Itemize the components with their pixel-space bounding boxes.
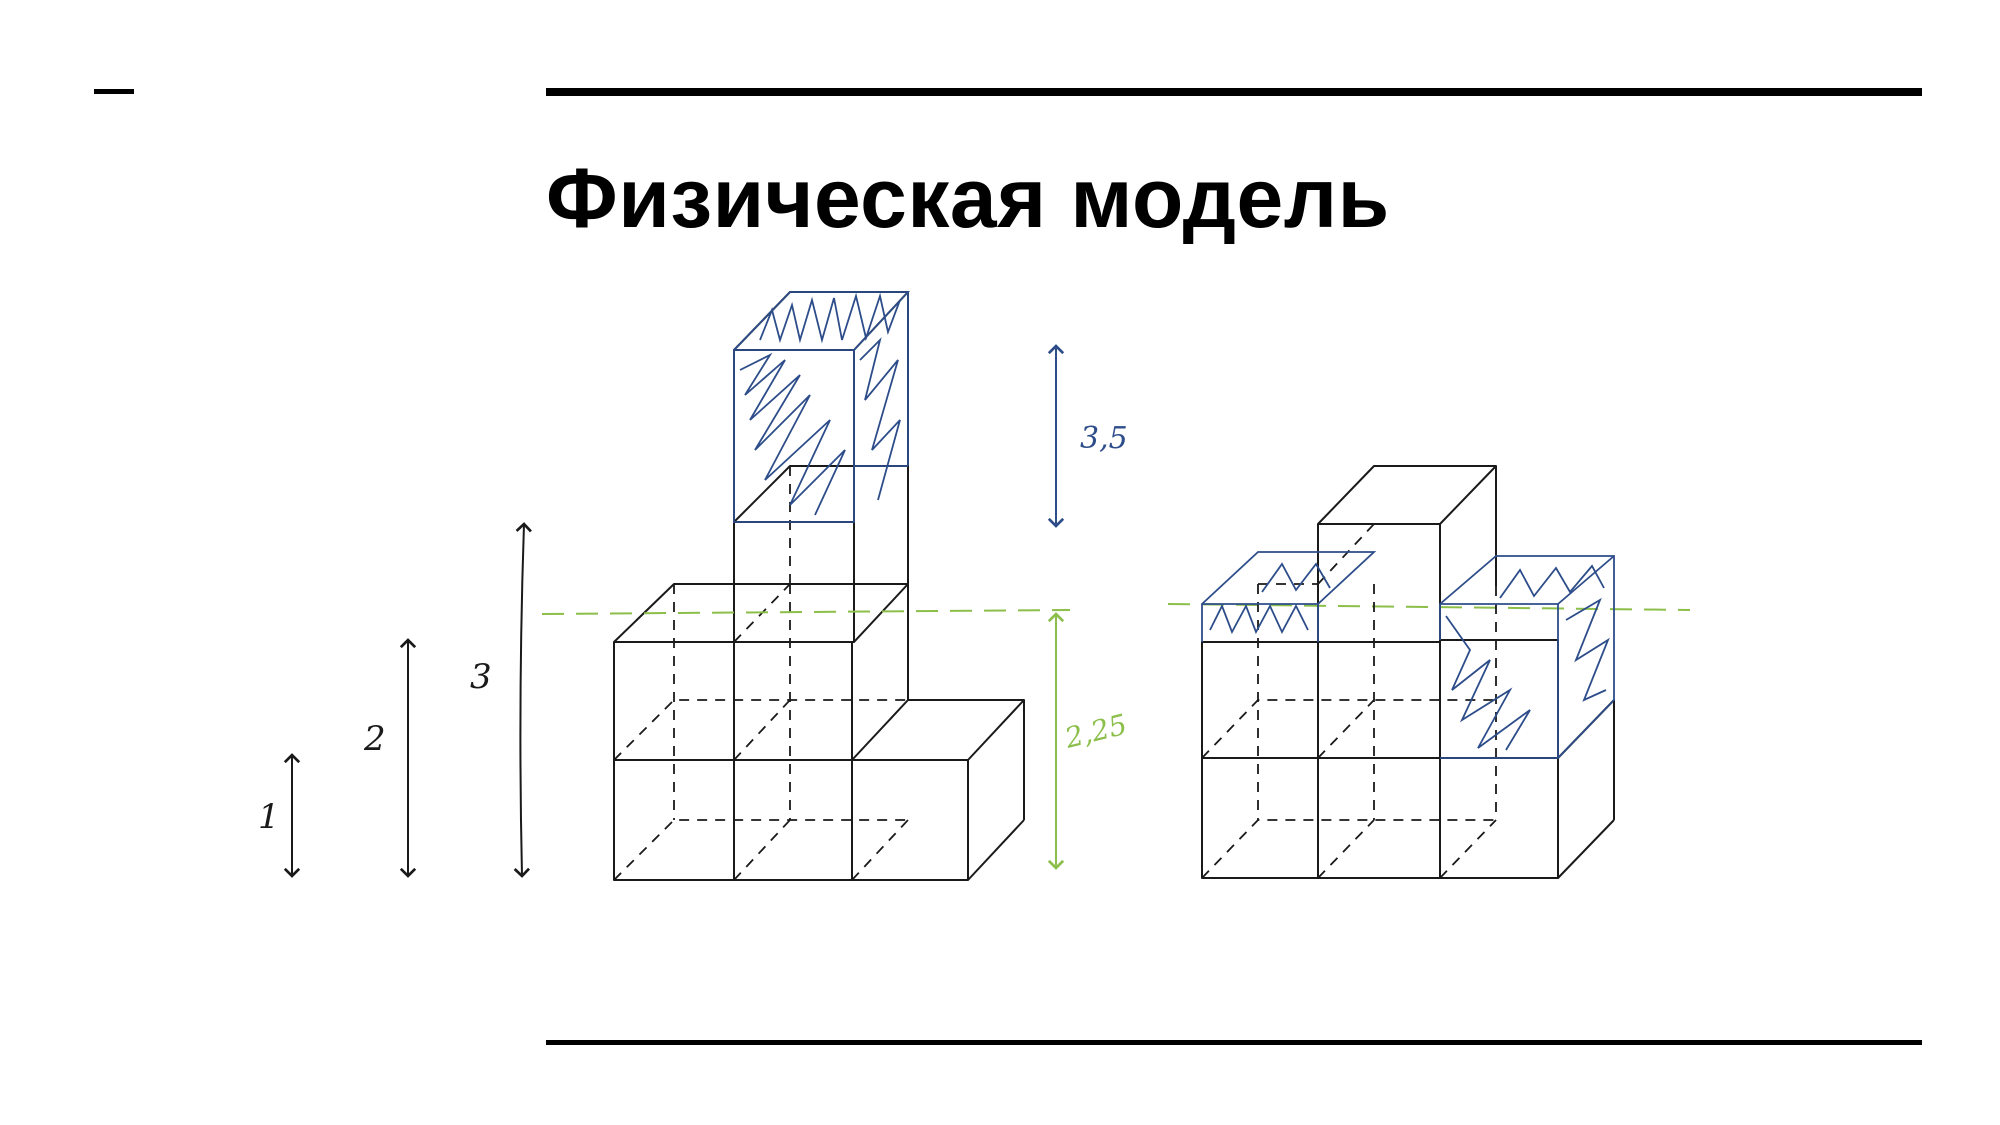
right-hidden-edges (1202, 524, 1496, 878)
right-hatched-blocks (1202, 552, 1614, 758)
water-level-value-label: 2,25 (1061, 707, 1131, 755)
height-arrows (292, 524, 524, 876)
left-hidden-edges (614, 466, 908, 880)
height-arrow-3 (520, 524, 524, 876)
water-level-lines (542, 604, 1690, 614)
right-cube-stack (1202, 466, 1614, 878)
hatch-scribble-right (1446, 616, 1530, 750)
top-block-height-label: 3,5 (1080, 421, 1128, 456)
hatch-scribble-side (860, 340, 900, 500)
hatch-scribble-left (1210, 606, 1308, 632)
height-label-3: 3 (470, 657, 492, 697)
left-cube-stack (614, 292, 1024, 880)
hatch-scribble-front (740, 355, 845, 515)
height-label-2: 2 (364, 719, 386, 759)
page-title: Физическая модель (546, 151, 1390, 245)
height-label-1: 1 (258, 797, 280, 837)
left-hatched-block (734, 292, 908, 522)
bottom-rule (546, 1040, 1922, 1045)
